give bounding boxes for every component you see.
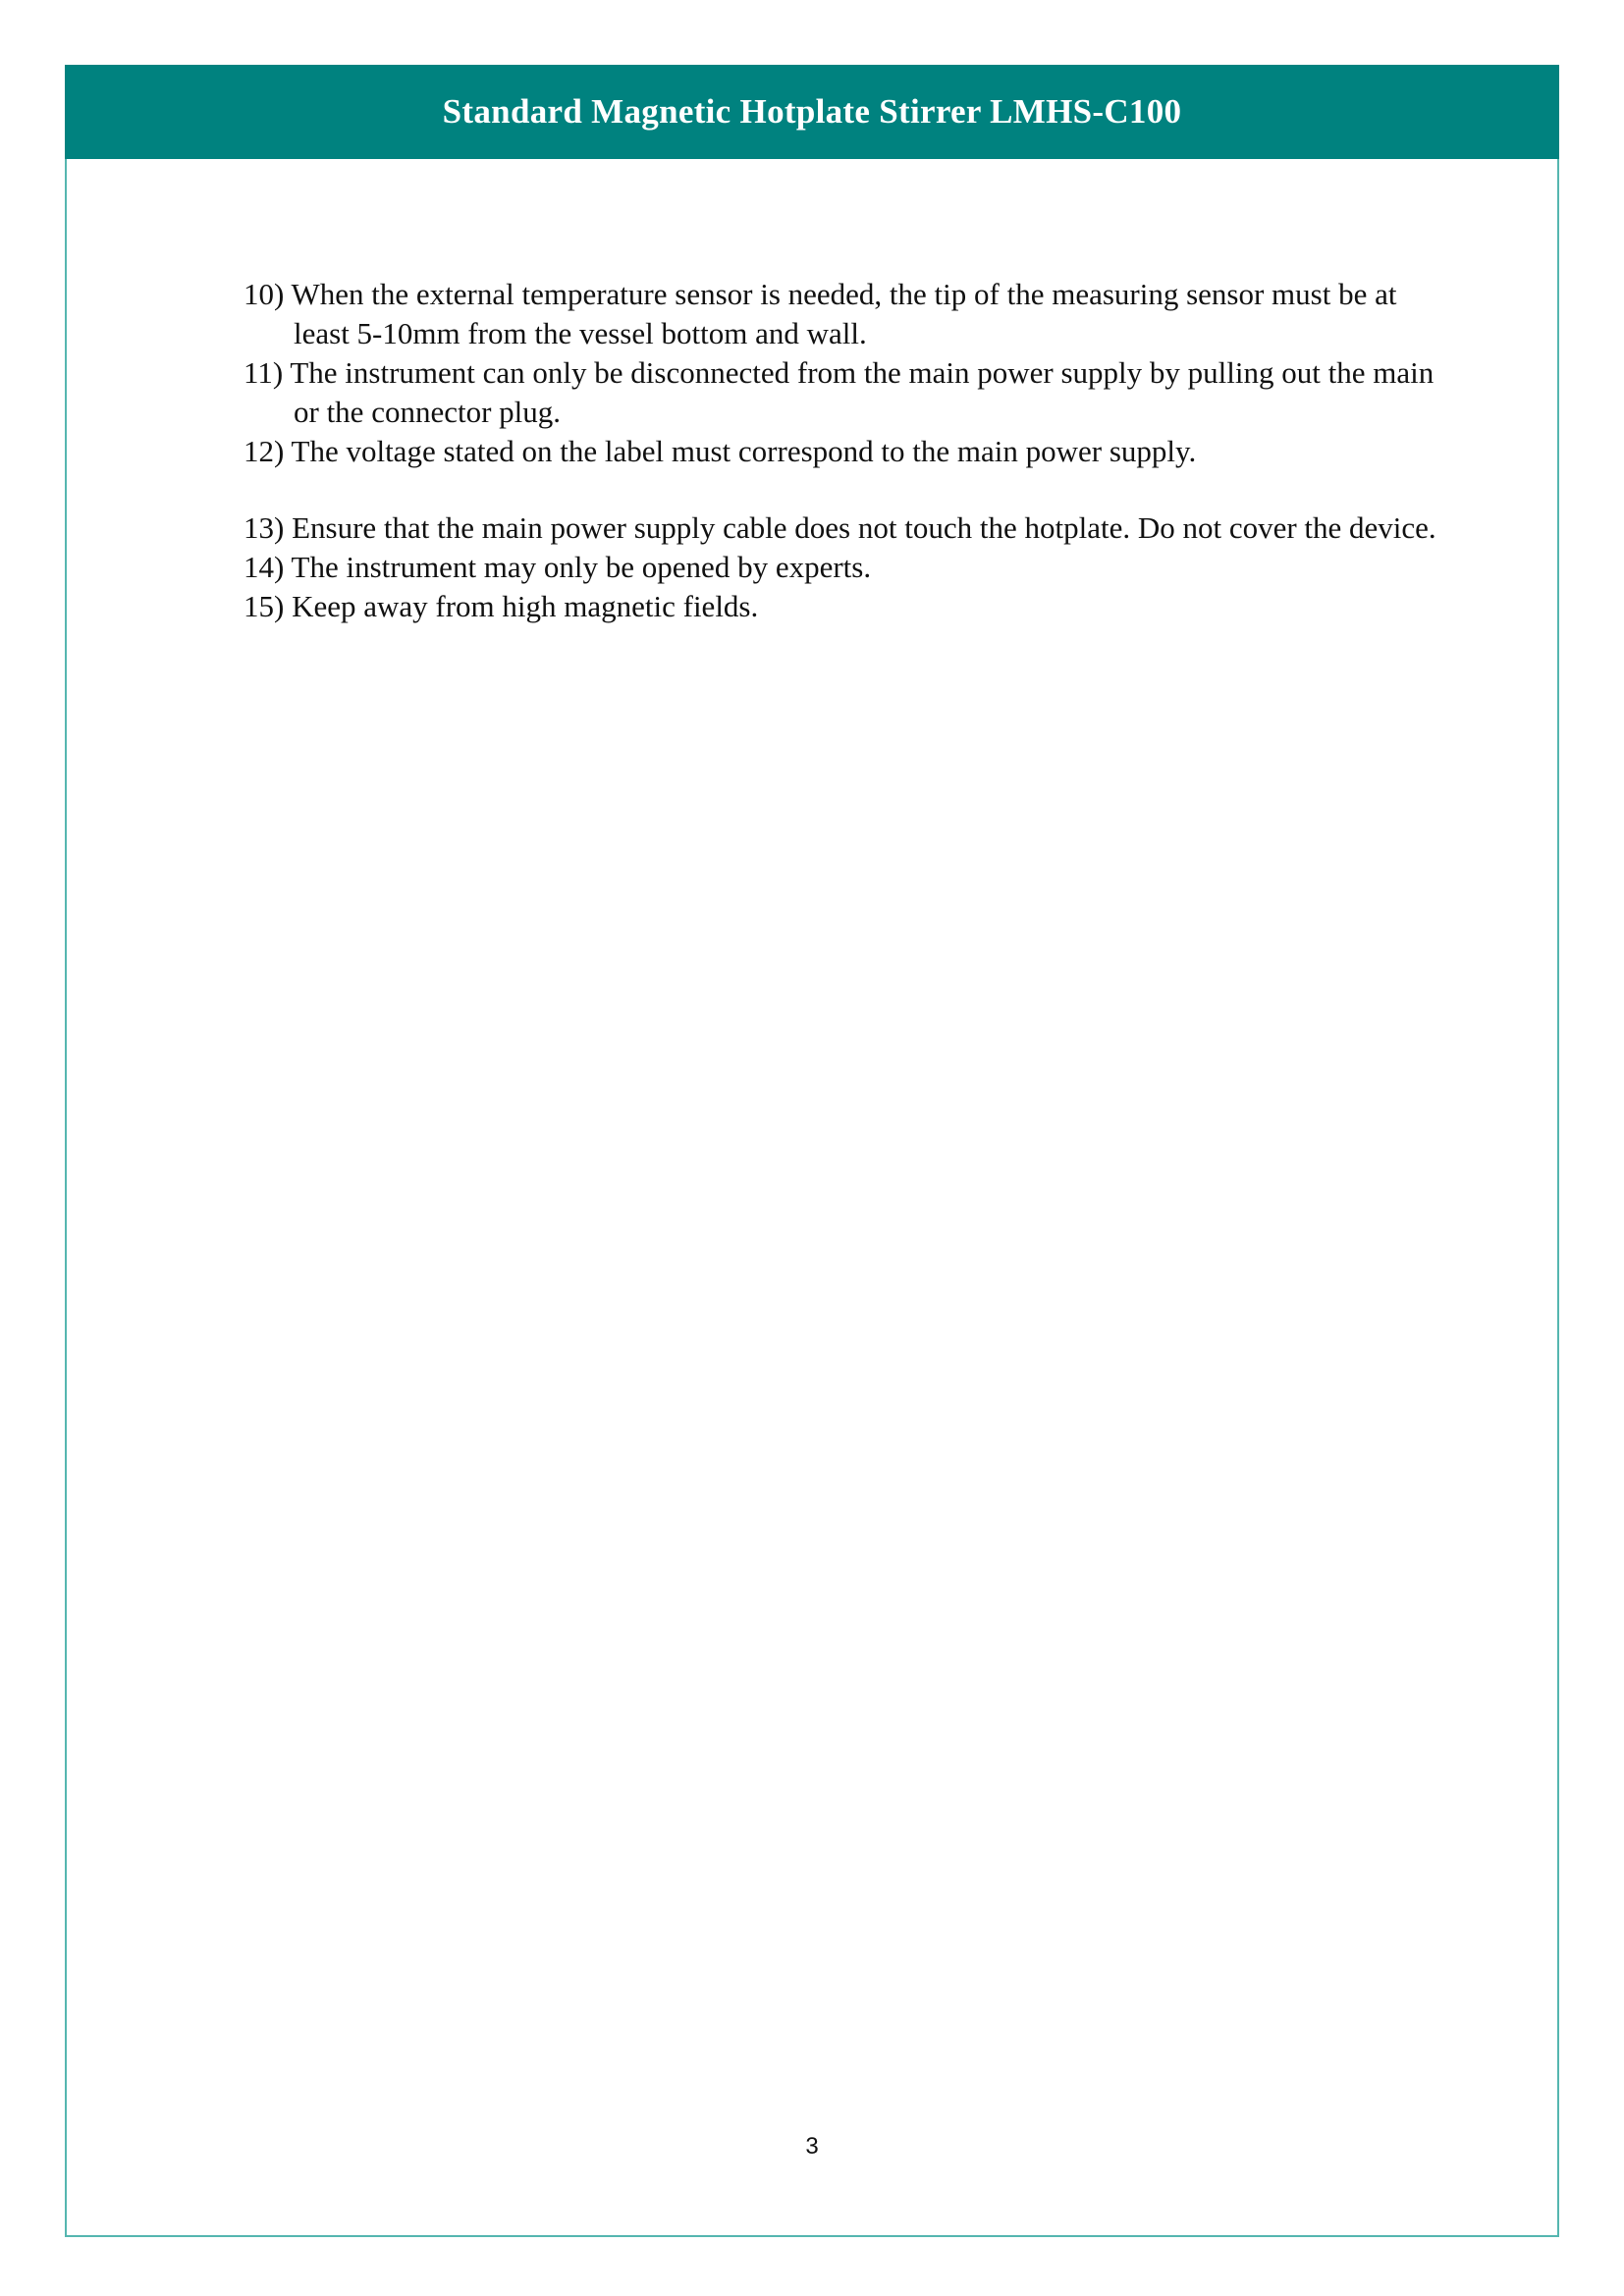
safety-instructions-list (244, 275, 1441, 626)
header-banner (65, 65, 1559, 159)
instruction-item-13: 13) Ensure that the main power supply cable does not touch the hotplate. Do not cover the device. (244, 510, 1436, 545)
page-number: 3 (805, 2133, 819, 2160)
instruction-item-12: 12) The voltage stated on the label must correspond to the main power supply. (244, 434, 1197, 468)
instruction-item-10: 10) When the external temperature sensor is needed, the tip of the measuring sensor must be at least 5-10mm from the vessel bottom and wall. (244, 277, 1397, 350)
instruction-item-15: 15) Keep away from high magnetic fields. (244, 589, 759, 623)
document-title: Standard Magnetic Hotplate Stirrer LMHS-C100 (442, 92, 1182, 131)
instruction-item-14: 14) The instrument may only be opened by experts. (244, 550, 872, 584)
instruction-item-11: 11) The instrument can only be disconnected from the main power supply by pulling out the main or the connector plug. (244, 355, 1435, 429)
